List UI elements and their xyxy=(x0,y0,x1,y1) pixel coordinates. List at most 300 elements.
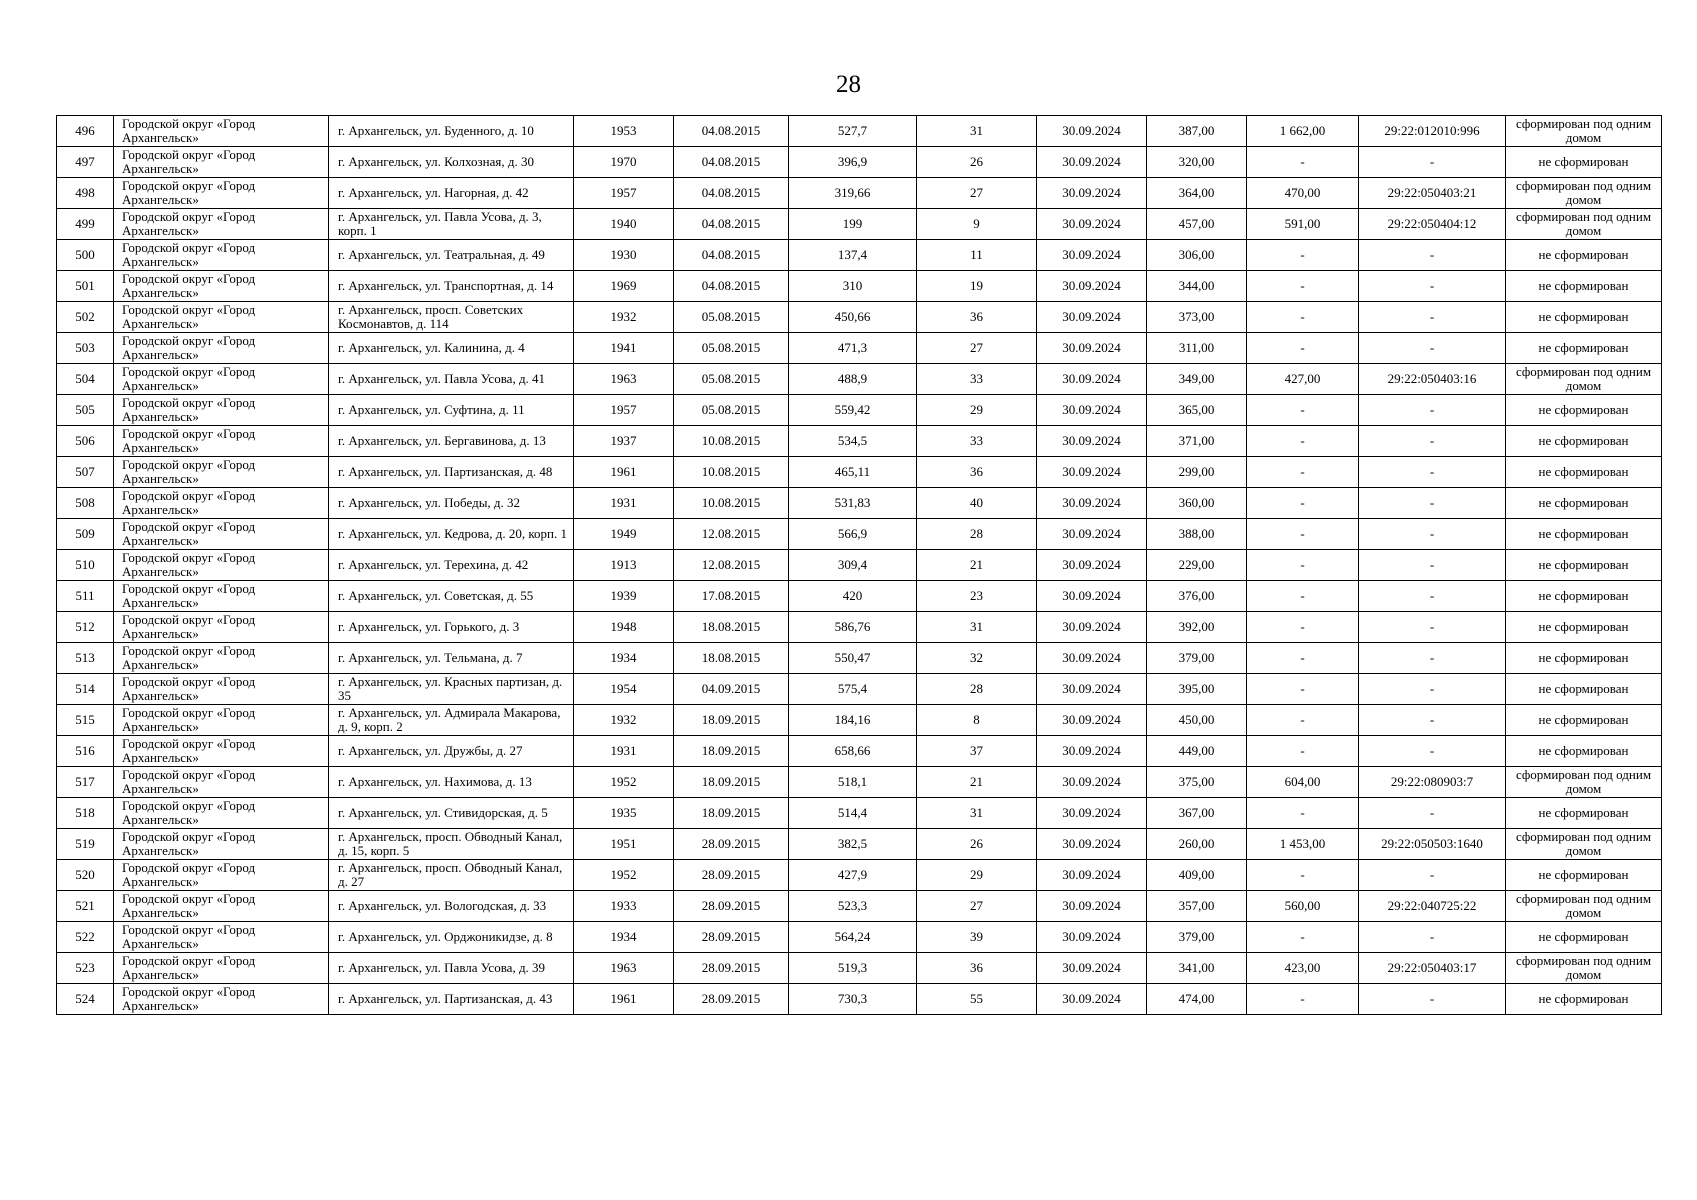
table-row xyxy=(57,705,1662,736)
land-area-cell: 367,00 xyxy=(1147,798,1247,829)
plot-area-cell: 1 662,00 xyxy=(1247,116,1359,147)
construction-year-cell: 1952 xyxy=(574,767,674,798)
table-row xyxy=(57,271,1662,302)
land-area-cell: 457,00 xyxy=(1147,209,1247,240)
residents-cell: 9 xyxy=(917,209,1037,240)
row-number-cell: 522 xyxy=(57,922,114,953)
plot-status-cell: не сформирован xyxy=(1506,581,1662,612)
plot-status-cell: не сформирован xyxy=(1506,643,1662,674)
land-area-cell: 311,00 xyxy=(1147,333,1247,364)
land-area-cell: 395,00 xyxy=(1147,674,1247,705)
land-area-cell: 229,00 xyxy=(1147,550,1247,581)
residents-cell: 31 xyxy=(917,116,1037,147)
land-area-cell: 320,00 xyxy=(1147,147,1247,178)
plot-area-cell: - xyxy=(1247,426,1359,457)
row-number-cell: 507 xyxy=(57,457,114,488)
residents-cell: 28 xyxy=(917,519,1037,550)
plot-status-cell: не сформирован xyxy=(1506,147,1662,178)
table-row xyxy=(57,581,1662,612)
residents-cell: 27 xyxy=(917,178,1037,209)
recognition-date-cell: 05.08.2015 xyxy=(674,302,789,333)
area-cell: 319,66 xyxy=(789,178,917,209)
recognition-date-cell: 28.09.2015 xyxy=(674,922,789,953)
land-area-cell: 364,00 xyxy=(1147,178,1247,209)
residents-cell: 11 xyxy=(917,240,1037,271)
row-number-cell: 505 xyxy=(57,395,114,426)
residents-cell: 28 xyxy=(917,674,1037,705)
land-area-cell: 375,00 xyxy=(1147,767,1247,798)
address-cell: г. Архангельск, ул. Тельмана, д. 7 xyxy=(329,643,574,674)
plot-status-cell: сформирован под одним домом xyxy=(1506,767,1662,798)
table-row xyxy=(57,395,1662,426)
cadastral-number-cell: 29:22:050403:17 xyxy=(1359,953,1506,984)
plot-status-cell: сформирован под одним домом xyxy=(1506,209,1662,240)
plot-status-cell: не сформирован xyxy=(1506,798,1662,829)
table-row xyxy=(57,178,1662,209)
construction-year-cell: 1934 xyxy=(574,643,674,674)
cadastral-number-cell: 29:22:012010:996 xyxy=(1359,116,1506,147)
residents-cell: 23 xyxy=(917,581,1037,612)
residents-cell: 36 xyxy=(917,953,1037,984)
row-number-cell: 500 xyxy=(57,240,114,271)
land-area-cell: 474,00 xyxy=(1147,984,1247,1015)
area-cell: 137,4 xyxy=(789,240,917,271)
resettlement-deadline-cell: 30.09.2024 xyxy=(1037,643,1147,674)
residents-cell: 8 xyxy=(917,705,1037,736)
plot-status-cell: сформирован под одним домом xyxy=(1506,891,1662,922)
table-row xyxy=(57,922,1662,953)
row-number-cell: 521 xyxy=(57,891,114,922)
recognition-date-cell: 28.09.2015 xyxy=(674,984,789,1015)
plot-area-cell: - xyxy=(1247,705,1359,736)
construction-year-cell: 1957 xyxy=(574,178,674,209)
plot-area-cell: - xyxy=(1247,519,1359,550)
area-cell: 559,42 xyxy=(789,395,917,426)
cadastral-number-cell: - xyxy=(1359,860,1506,891)
row-number-cell: 523 xyxy=(57,953,114,984)
address-cell: г. Архангельск, ул. Партизанская, д. 43 xyxy=(329,984,574,1015)
construction-year-cell: 1953 xyxy=(574,116,674,147)
construction-year-cell: 1933 xyxy=(574,891,674,922)
construction-year-cell: 1913 xyxy=(574,550,674,581)
table-row xyxy=(57,984,1662,1015)
address-cell: г. Архангельск, ул. Вологодская, д. 33 xyxy=(329,891,574,922)
resettlement-deadline-cell: 30.09.2024 xyxy=(1037,147,1147,178)
land-area-cell: 299,00 xyxy=(1147,457,1247,488)
residents-cell: 19 xyxy=(917,271,1037,302)
construction-year-cell: 1951 xyxy=(574,829,674,860)
area-cell: 519,3 xyxy=(789,953,917,984)
plot-area-cell: - xyxy=(1247,984,1359,1015)
row-number-cell: 496 xyxy=(57,116,114,147)
housing-registry-table xyxy=(56,115,1662,1015)
resettlement-deadline-cell: 30.09.2024 xyxy=(1037,302,1147,333)
plot-status-cell: не сформирован xyxy=(1506,612,1662,643)
land-area-cell: 373,00 xyxy=(1147,302,1247,333)
recognition-date-cell: 04.08.2015 xyxy=(674,209,789,240)
row-number-cell: 498 xyxy=(57,178,114,209)
municipality-cell: Городской округ «Город Архангельск» xyxy=(114,147,329,178)
residents-cell: 39 xyxy=(917,922,1037,953)
plot-status-cell: не сформирован xyxy=(1506,488,1662,519)
municipality-cell: Городской округ «Город Архангельск» xyxy=(114,891,329,922)
construction-year-cell: 1961 xyxy=(574,457,674,488)
construction-year-cell: 1931 xyxy=(574,736,674,767)
residents-cell: 26 xyxy=(917,829,1037,860)
address-cell: г. Архангельск, ул. Транспортная, д. 14 xyxy=(329,271,574,302)
land-area-cell: 349,00 xyxy=(1147,364,1247,395)
area-cell: 396,9 xyxy=(789,147,917,178)
area-cell: 564,24 xyxy=(789,922,917,953)
land-area-cell: 341,00 xyxy=(1147,953,1247,984)
plot-status-cell: не сформирован xyxy=(1506,457,1662,488)
recognition-date-cell: 05.08.2015 xyxy=(674,395,789,426)
municipality-cell: Городской округ «Город Архангельск» xyxy=(114,860,329,891)
plot-status-cell: сформирован под одним домом xyxy=(1506,364,1662,395)
address-cell: г. Архангельск, ул. Павла Усова, д. 3, корп. 1 xyxy=(329,209,574,240)
municipality-cell: Городской округ «Город Архангельск» xyxy=(114,178,329,209)
recognition-date-cell: 10.08.2015 xyxy=(674,426,789,457)
area-cell: 450,66 xyxy=(789,302,917,333)
plot-area-cell: - xyxy=(1247,581,1359,612)
cadastral-number-cell: 29:22:050404:12 xyxy=(1359,209,1506,240)
plot-status-cell: не сформирован xyxy=(1506,333,1662,364)
residents-cell: 33 xyxy=(917,426,1037,457)
construction-year-cell: 1931 xyxy=(574,488,674,519)
plot-status-cell: не сформирован xyxy=(1506,240,1662,271)
construction-year-cell: 1934 xyxy=(574,922,674,953)
land-area-cell: 449,00 xyxy=(1147,736,1247,767)
plot-status-cell: не сформирован xyxy=(1506,426,1662,457)
cadastral-number-cell: - xyxy=(1359,488,1506,519)
plot-area-cell: 470,00 xyxy=(1247,178,1359,209)
address-cell: г. Архангельск, просп. Обводный Канал, д. 15, корп. 5 xyxy=(329,829,574,860)
municipality-cell: Городской округ «Город Архангельск» xyxy=(114,953,329,984)
plot-status-cell: сформирован под одним домом xyxy=(1506,829,1662,860)
area-cell: 184,16 xyxy=(789,705,917,736)
resettlement-deadline-cell: 30.09.2024 xyxy=(1037,426,1147,457)
plot-status-cell: не сформирован xyxy=(1506,550,1662,581)
area-cell: 382,5 xyxy=(789,829,917,860)
address-cell: г. Архангельск, ул. Красных партизан, д. 35 xyxy=(329,674,574,705)
plot-area-cell: 423,00 xyxy=(1247,953,1359,984)
resettlement-deadline-cell: 30.09.2024 xyxy=(1037,860,1147,891)
plot-area-cell: - xyxy=(1247,612,1359,643)
resettlement-deadline-cell: 30.09.2024 xyxy=(1037,922,1147,953)
cadastral-number-cell: - xyxy=(1359,798,1506,829)
recognition-date-cell: 18.09.2015 xyxy=(674,705,789,736)
municipality-cell: Городской округ «Город Архангельск» xyxy=(114,674,329,705)
recognition-date-cell: 18.08.2015 xyxy=(674,612,789,643)
table-row xyxy=(57,736,1662,767)
area-cell: 730,3 xyxy=(789,984,917,1015)
plot-area-cell: 427,00 xyxy=(1247,364,1359,395)
land-area-cell: 379,00 xyxy=(1147,643,1247,674)
municipality-cell: Городской округ «Город Архангельск» xyxy=(114,426,329,457)
residents-cell: 32 xyxy=(917,643,1037,674)
construction-year-cell: 1954 xyxy=(574,674,674,705)
recognition-date-cell: 18.09.2015 xyxy=(674,798,789,829)
cadastral-number-cell: - xyxy=(1359,147,1506,178)
municipality-cell: Городской округ «Город Архангельск» xyxy=(114,271,329,302)
resettlement-deadline-cell: 30.09.2024 xyxy=(1037,333,1147,364)
address-cell: г. Архангельск, ул. Калинина, д. 4 xyxy=(329,333,574,364)
table-row xyxy=(57,519,1662,550)
resettlement-deadline-cell: 30.09.2024 xyxy=(1037,736,1147,767)
table-row xyxy=(57,333,1662,364)
cadastral-number-cell: - xyxy=(1359,705,1506,736)
construction-year-cell: 1948 xyxy=(574,612,674,643)
plot-area-cell: - xyxy=(1247,457,1359,488)
area-cell: 658,66 xyxy=(789,736,917,767)
construction-year-cell: 1969 xyxy=(574,271,674,302)
plot-area-cell: - xyxy=(1247,147,1359,178)
municipality-cell: Городской округ «Город Архангельск» xyxy=(114,209,329,240)
residents-cell: 21 xyxy=(917,550,1037,581)
recognition-date-cell: 28.09.2015 xyxy=(674,829,789,860)
address-cell: г. Архангельск, ул. Театральная, д. 49 xyxy=(329,240,574,271)
cadastral-number-cell: - xyxy=(1359,457,1506,488)
municipality-cell: Городской округ «Город Архангельск» xyxy=(114,736,329,767)
municipality-cell: Городской округ «Город Архангельск» xyxy=(114,116,329,147)
municipality-cell: Городской округ «Город Архангельск» xyxy=(114,829,329,860)
land-area-cell: 344,00 xyxy=(1147,271,1247,302)
land-area-cell: 360,00 xyxy=(1147,488,1247,519)
address-cell: г. Архангельск, ул. Буденного, д. 10 xyxy=(329,116,574,147)
area-cell: 488,9 xyxy=(789,364,917,395)
address-cell: г. Архангельск, просп. Советских Космонавтов, д. 114 xyxy=(329,302,574,333)
cadastral-number-cell: - xyxy=(1359,643,1506,674)
address-cell: г. Архангельск, ул. Колхозная, д. 30 xyxy=(329,147,574,178)
municipality-cell: Городской округ «Город Архангельск» xyxy=(114,922,329,953)
cadastral-number-cell: - xyxy=(1359,736,1506,767)
recognition-date-cell: 18.09.2015 xyxy=(674,736,789,767)
row-number-cell: 497 xyxy=(57,147,114,178)
cadastral-number-cell: - xyxy=(1359,395,1506,426)
resettlement-deadline-cell: 30.09.2024 xyxy=(1037,674,1147,705)
municipality-cell: Городской округ «Город Архангельск» xyxy=(114,581,329,612)
construction-year-cell: 1949 xyxy=(574,519,674,550)
construction-year-cell: 1952 xyxy=(574,860,674,891)
construction-year-cell: 1941 xyxy=(574,333,674,364)
construction-year-cell: 1970 xyxy=(574,147,674,178)
row-number-cell: 514 xyxy=(57,674,114,705)
residents-cell: 26 xyxy=(917,147,1037,178)
recognition-date-cell: 28.09.2015 xyxy=(674,953,789,984)
resettlement-deadline-cell: 30.09.2024 xyxy=(1037,488,1147,519)
row-number-cell: 499 xyxy=(57,209,114,240)
resettlement-deadline-cell: 30.09.2024 xyxy=(1037,767,1147,798)
plot-area-cell: - xyxy=(1247,798,1359,829)
table-row xyxy=(57,302,1662,333)
municipality-cell: Городской округ «Город Архангельск» xyxy=(114,984,329,1015)
recognition-date-cell: 12.08.2015 xyxy=(674,550,789,581)
cadastral-number-cell: 29:22:040725:22 xyxy=(1359,891,1506,922)
land-area-cell: 376,00 xyxy=(1147,581,1247,612)
municipality-cell: Городской округ «Город Архангельск» xyxy=(114,705,329,736)
table-row xyxy=(57,643,1662,674)
cadastral-number-cell: 29:22:080903:7 xyxy=(1359,767,1506,798)
municipality-cell: Городской округ «Город Архангельск» xyxy=(114,550,329,581)
resettlement-deadline-cell: 30.09.2024 xyxy=(1037,612,1147,643)
row-number-cell: 524 xyxy=(57,984,114,1015)
cadastral-number-cell: - xyxy=(1359,612,1506,643)
table-row xyxy=(57,953,1662,984)
residents-cell: 55 xyxy=(917,984,1037,1015)
residents-cell: 29 xyxy=(917,395,1037,426)
municipality-cell: Городской округ «Город Архангельск» xyxy=(114,457,329,488)
resettlement-deadline-cell: 30.09.2024 xyxy=(1037,798,1147,829)
address-cell: г. Архангельск, просп. Обводный Канал, д. 27 xyxy=(329,860,574,891)
resettlement-deadline-cell: 30.09.2024 xyxy=(1037,891,1147,922)
residents-cell: 27 xyxy=(917,333,1037,364)
plot-status-cell: сформирован под одним домом xyxy=(1506,953,1662,984)
municipality-cell: Городской округ «Город Архангельск» xyxy=(114,519,329,550)
recognition-date-cell: 18.08.2015 xyxy=(674,643,789,674)
resettlement-deadline-cell: 30.09.2024 xyxy=(1037,705,1147,736)
row-number-cell: 512 xyxy=(57,612,114,643)
recognition-date-cell: 04.08.2015 xyxy=(674,178,789,209)
area-cell: 566,9 xyxy=(789,519,917,550)
municipality-cell: Городской округ «Город Архангельск» xyxy=(114,395,329,426)
land-area-cell: 388,00 xyxy=(1147,519,1247,550)
cadastral-number-cell: - xyxy=(1359,922,1506,953)
municipality-cell: Городской округ «Город Архангельск» xyxy=(114,612,329,643)
table-row xyxy=(57,860,1662,891)
construction-year-cell: 1961 xyxy=(574,984,674,1015)
table-row xyxy=(57,829,1662,860)
plot-status-cell: не сформирован xyxy=(1506,705,1662,736)
area-cell: 465,11 xyxy=(789,457,917,488)
resettlement-deadline-cell: 30.09.2024 xyxy=(1037,178,1147,209)
cadastral-number-cell: - xyxy=(1359,426,1506,457)
residents-cell: 37 xyxy=(917,736,1037,767)
row-number-cell: 520 xyxy=(57,860,114,891)
construction-year-cell: 1957 xyxy=(574,395,674,426)
municipality-cell: Городской округ «Город Архангельск» xyxy=(114,488,329,519)
row-number-cell: 502 xyxy=(57,302,114,333)
plot-status-cell: не сформирован xyxy=(1506,860,1662,891)
table-body xyxy=(57,116,1662,1015)
area-cell: 310 xyxy=(789,271,917,302)
row-number-cell: 509 xyxy=(57,519,114,550)
resettlement-deadline-cell: 30.09.2024 xyxy=(1037,457,1147,488)
plot-area-cell: - xyxy=(1247,333,1359,364)
plot-area-cell: - xyxy=(1247,550,1359,581)
area-cell: 471,3 xyxy=(789,333,917,364)
resettlement-deadline-cell: 30.09.2024 xyxy=(1037,984,1147,1015)
resettlement-deadline-cell: 30.09.2024 xyxy=(1037,829,1147,860)
row-number-cell: 503 xyxy=(57,333,114,364)
cadastral-number-cell: 29:22:050503:1640 xyxy=(1359,829,1506,860)
plot-status-cell: не сформирован xyxy=(1506,674,1662,705)
residents-cell: 33 xyxy=(917,364,1037,395)
recognition-date-cell: 10.08.2015 xyxy=(674,488,789,519)
residents-cell: 36 xyxy=(917,302,1037,333)
address-cell: г. Архангельск, ул. Победы, д. 32 xyxy=(329,488,574,519)
resettlement-deadline-cell: 30.09.2024 xyxy=(1037,519,1147,550)
cadastral-number-cell: - xyxy=(1359,519,1506,550)
address-cell: г. Архангельск, ул. Павла Усова, д. 39 xyxy=(329,953,574,984)
recognition-date-cell: 28.09.2015 xyxy=(674,860,789,891)
address-cell: г. Архангельск, ул. Кедрова, д. 20, корп. 1 xyxy=(329,519,574,550)
table-row xyxy=(57,240,1662,271)
recognition-date-cell: 18.09.2015 xyxy=(674,767,789,798)
plot-status-cell: не сформирован xyxy=(1506,395,1662,426)
table-row xyxy=(57,147,1662,178)
plot-status-cell: сформирован под одним домом xyxy=(1506,116,1662,147)
recognition-date-cell: 17.08.2015 xyxy=(674,581,789,612)
address-cell: г. Архангельск, ул. Нахимова, д. 13 xyxy=(329,767,574,798)
land-area-cell: 260,00 xyxy=(1147,829,1247,860)
area-cell: 518,1 xyxy=(789,767,917,798)
cadastral-number-cell: - xyxy=(1359,674,1506,705)
table-row xyxy=(57,550,1662,581)
plot-area-cell: 604,00 xyxy=(1247,767,1359,798)
plot-area-cell: - xyxy=(1247,240,1359,271)
area-cell: 523,3 xyxy=(789,891,917,922)
resettlement-deadline-cell: 30.09.2024 xyxy=(1037,364,1147,395)
area-cell: 586,76 xyxy=(789,612,917,643)
row-number-cell: 519 xyxy=(57,829,114,860)
row-number-cell: 518 xyxy=(57,798,114,829)
plot-area-cell: - xyxy=(1247,643,1359,674)
cadastral-number-cell: - xyxy=(1359,333,1506,364)
residents-cell: 21 xyxy=(917,767,1037,798)
recognition-date-cell: 04.08.2015 xyxy=(674,271,789,302)
land-area-cell: 371,00 xyxy=(1147,426,1247,457)
table-row xyxy=(57,891,1662,922)
table-row xyxy=(57,116,1662,147)
area-cell: 199 xyxy=(789,209,917,240)
page-number: 28 xyxy=(836,71,861,98)
municipality-cell: Городской округ «Город Архангельск» xyxy=(114,302,329,333)
plot-area-cell: - xyxy=(1247,860,1359,891)
area-cell: 514,4 xyxy=(789,798,917,829)
table-row xyxy=(57,364,1662,395)
table-row xyxy=(57,209,1662,240)
address-cell: г. Архангельск, ул. Терехина, д. 42 xyxy=(329,550,574,581)
table-row xyxy=(57,674,1662,705)
recognition-date-cell: 04.08.2015 xyxy=(674,240,789,271)
plot-status-cell: не сформирован xyxy=(1506,736,1662,767)
plot-status-cell: не сформирован xyxy=(1506,302,1662,333)
row-number-cell: 501 xyxy=(57,271,114,302)
resettlement-deadline-cell: 30.09.2024 xyxy=(1037,550,1147,581)
table-row xyxy=(57,426,1662,457)
municipality-cell: Городской округ «Город Архангельск» xyxy=(114,798,329,829)
plot-status-cell: не сформирован xyxy=(1506,271,1662,302)
area-cell: 534,5 xyxy=(789,426,917,457)
row-number-cell: 516 xyxy=(57,736,114,767)
row-number-cell: 510 xyxy=(57,550,114,581)
cadastral-number-cell: - xyxy=(1359,984,1506,1015)
construction-year-cell: 1932 xyxy=(574,302,674,333)
construction-year-cell: 1932 xyxy=(574,705,674,736)
address-cell: г. Архангельск, ул. Суфтина, д. 11 xyxy=(329,395,574,426)
address-cell: г. Архангельск, ул. Дружбы, д. 27 xyxy=(329,736,574,767)
area-cell: 420 xyxy=(789,581,917,612)
recognition-date-cell: 05.08.2015 xyxy=(674,333,789,364)
area-cell: 427,9 xyxy=(789,860,917,891)
land-area-cell: 379,00 xyxy=(1147,922,1247,953)
address-cell: г. Архангельск, ул. Адмирала Макарова, д. 9, корп. 2 xyxy=(329,705,574,736)
resettlement-deadline-cell: 30.09.2024 xyxy=(1037,953,1147,984)
residents-cell: 40 xyxy=(917,488,1037,519)
resettlement-deadline-cell: 30.09.2024 xyxy=(1037,581,1147,612)
recognition-date-cell: 05.08.2015 xyxy=(674,364,789,395)
address-cell: г. Архангельск, ул. Орджоникидзе, д. 8 xyxy=(329,922,574,953)
